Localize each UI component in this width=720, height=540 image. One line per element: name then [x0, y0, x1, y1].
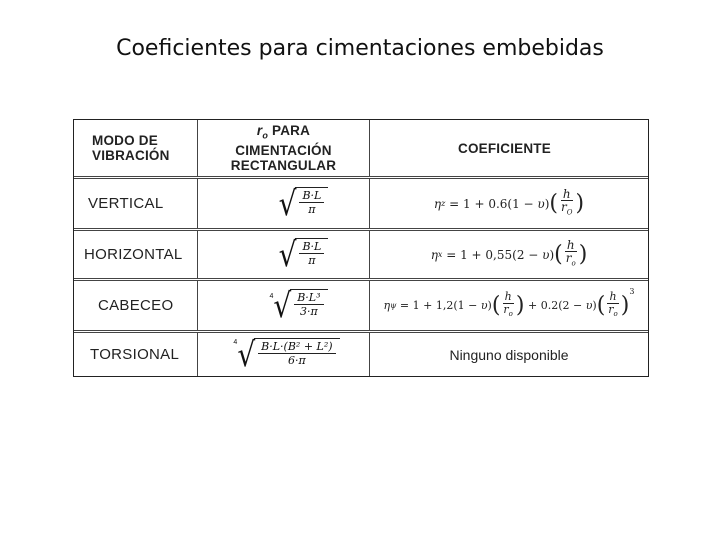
table-row	[74, 278, 648, 330]
header-mode-cell	[74, 120, 198, 176]
coefficients-table	[73, 119, 649, 377]
sqrt-numerator: B·L	[299, 189, 324, 203]
frac-r-2	[606, 304, 619, 320]
header-ro-symbol: r	[256, 122, 263, 138]
nu-symbol-2: υ	[585, 299, 593, 312]
header-ro-para: PARA	[272, 122, 311, 138]
sqrt-symbol: √	[278, 183, 297, 223]
coef-cell	[370, 333, 648, 376]
paren-close-2: )	[620, 292, 630, 318]
coef-cell	[370, 179, 648, 228]
nu-symbol: υ	[537, 196, 545, 211]
frac-r-sub: o	[508, 310, 513, 319]
mode-cell	[74, 231, 198, 278]
frac-r-letter: r	[561, 200, 567, 215]
h-over-r	[564, 239, 578, 269]
frac-r-sub-2: o	[613, 310, 618, 319]
header-ro-line3: RECTANGULAR	[230, 158, 337, 174]
root-index: 4	[233, 339, 238, 346]
eta-symbol: η	[430, 247, 438, 262]
sqrt-denominator: 6·π	[288, 353, 306, 367]
coef-none-text: Ninguno disponible	[449, 346, 569, 363]
table-row	[74, 228, 648, 278]
mode-label: VERTICAL	[88, 195, 164, 212]
nu-symbol: υ	[480, 299, 488, 312]
coef-text: = 1 + 0,55(2 −	[442, 247, 543, 262]
table-row	[74, 330, 648, 376]
coef-text-close-2: )	[592, 299, 597, 312]
sqrt-denominator: π	[308, 202, 316, 216]
mode-label: HORIZONTAL	[84, 246, 183, 263]
header-ro-line1	[257, 123, 310, 144]
coef-cell	[370, 231, 648, 278]
header-ro-subscript: o	[262, 130, 269, 141]
header-coef-label: COEFICIENTE	[458, 140, 551, 156]
frac-r	[501, 304, 514, 320]
sqrt-expression	[237, 334, 339, 374]
frac-r	[559, 201, 575, 218]
slide-title: Coeficientes para cimentaciones embebidas	[116, 36, 604, 61]
ro-formula-cell	[198, 281, 370, 330]
frac-r-letter: r	[503, 302, 509, 316]
coef-text: = 1 + 1,2(1 −	[396, 299, 481, 312]
h-over-r-2	[606, 291, 619, 320]
eta-subscript: ψ	[390, 301, 397, 310]
sqrt-numerator: B·L³	[294, 291, 323, 305]
ro-formula-cell	[198, 333, 370, 376]
frac-r-sub: o	[571, 259, 576, 268]
mode-label: CABECEO	[98, 297, 174, 314]
ro-formula-cell	[198, 179, 370, 228]
sqrt-symbol: √	[273, 285, 292, 325]
frac-h-2: h	[609, 289, 617, 303]
header-mode-line1: MODO DE	[92, 133, 158, 148]
eta-symbol: η	[383, 299, 391, 312]
paren-open: (	[491, 292, 501, 318]
mode-cell	[74, 333, 198, 376]
coef-text-close: )	[544, 196, 550, 211]
frac-r-letter-2: r	[608, 302, 614, 316]
coef-cell	[370, 281, 648, 330]
header-mode-line2: VIBRACIÓN	[92, 148, 170, 163]
coef-text-close: )	[549, 247, 555, 262]
header-coef-cell	[370, 120, 648, 176]
coef-text-mid: + 0.2(2 −	[524, 299, 586, 312]
paren-close: )	[515, 292, 525, 318]
coef-exponent: 3	[629, 287, 635, 296]
ro-formula-cell	[198, 231, 370, 278]
h-over-r	[559, 188, 575, 218]
paren-open: (	[554, 241, 563, 267]
sqrt-expression	[278, 234, 329, 274]
eta-subscript: z	[441, 199, 446, 208]
sqrt-expression	[278, 183, 329, 223]
mode-cell	[74, 281, 198, 330]
sqrt-symbol: √	[278, 234, 297, 274]
coef-text: = 1 + 0.6(1 −	[445, 196, 538, 211]
nu-symbol: υ	[542, 247, 550, 262]
eta-symbol: η	[433, 196, 442, 211]
table-row	[74, 176, 648, 228]
sqrt-denominator: π	[308, 253, 316, 267]
header-ro-line2: CIMENTACIÓN	[235, 143, 332, 159]
paren-open: (	[549, 190, 558, 216]
header-ro-cell	[198, 120, 370, 176]
frac-h: h	[504, 289, 512, 303]
paren-close: )	[578, 241, 588, 267]
frac-r-letter: r	[565, 251, 572, 266]
sqrt-expression	[273, 285, 327, 325]
frac-r	[564, 252, 578, 269]
sqrt-numerator: B·L	[299, 240, 324, 254]
table-header-row	[74, 120, 648, 176]
sqrt-numerator: B·L·(B² + L²)	[258, 340, 335, 354]
root-index: 4	[269, 293, 274, 300]
coef-text-close: )	[487, 299, 492, 312]
h-over-r	[501, 291, 514, 320]
mode-cell	[74, 179, 198, 228]
sqrt-symbol: √	[237, 334, 256, 374]
frac-r-sub: O	[566, 208, 573, 217]
sqrt-denominator: 3·π	[300, 304, 318, 318]
eta-subscript: x	[437, 250, 443, 259]
paren-open-2: (	[596, 292, 606, 318]
paren-close: )	[575, 190, 585, 216]
mode-label: TORSIONAL	[90, 346, 180, 363]
frac-h: h	[566, 238, 575, 253]
frac-h: h	[562, 187, 571, 202]
